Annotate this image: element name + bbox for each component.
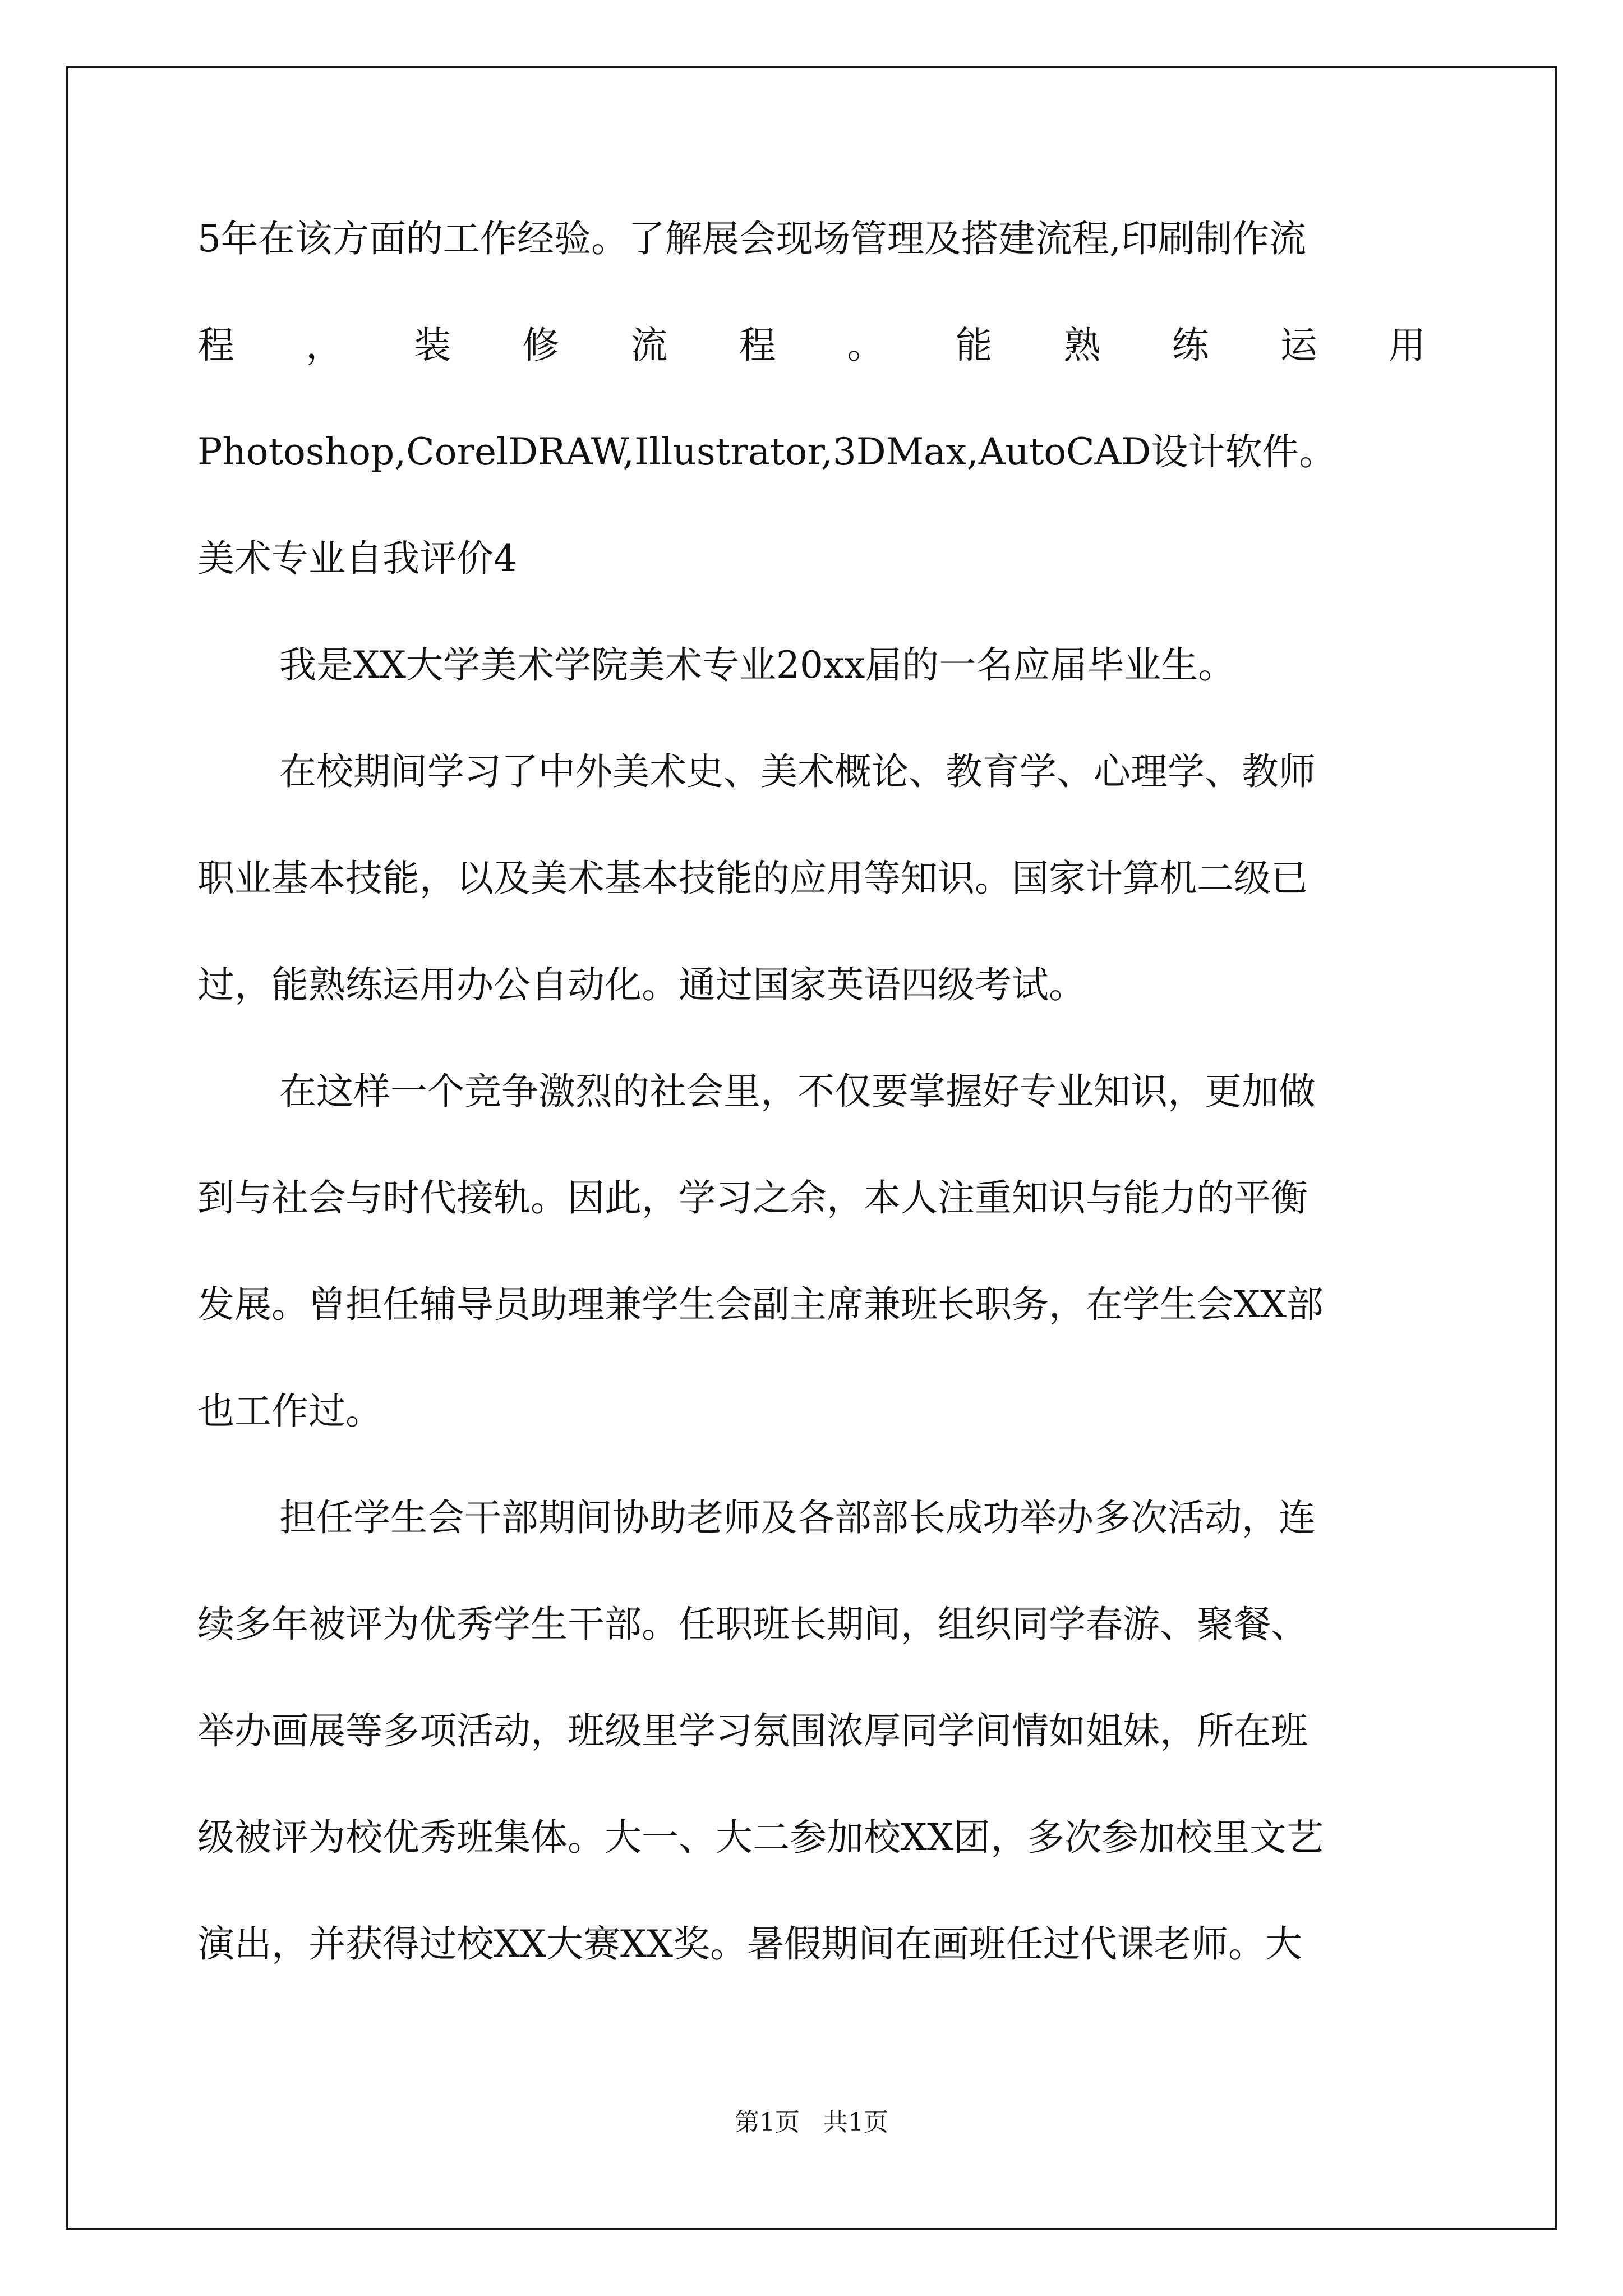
char: 能 bbox=[955, 324, 993, 367]
paragraph-line: 过，能熟练运用办公自动化。通过国家英语四级考试。 bbox=[197, 963, 1086, 1006]
char: 练 bbox=[1172, 324, 1209, 367]
paragraph-line: 我是XX大学美术学院美术专业20xx届的一名应届毕业生。 bbox=[279, 643, 1235, 687]
paragraph-line: 职业基本技能，以及美术基本技能的应用等知识。国家计算机二级已 bbox=[197, 857, 1308, 900]
char: 装 bbox=[414, 324, 451, 367]
char: 程 bbox=[739, 324, 776, 367]
paragraph-line: 发展。曾担任辅导员助理兼学生会副主席兼班长职务，在学生会XX部 bbox=[197, 1283, 1324, 1326]
page-number: 第1页 bbox=[735, 2108, 800, 2137]
paragraph-line: 演出，并获得过校XX大赛XX奖。暑假期间在画班任过代课老师。大 bbox=[197, 1922, 1302, 1966]
char: 修 bbox=[522, 324, 560, 367]
text-line: 5年在该方面的工作经验。了解展会现场管理及搭建流程,印刷制作流 bbox=[197, 217, 1306, 260]
text-line: Photoshop,CorelDRAW,Illustrator,3DMax,AutoCAD设计软件。 bbox=[197, 430, 1336, 473]
page-footer bbox=[0, 2106, 1623, 2139]
paragraph-line: 在这样一个竞争激烈的社会里，不仅要掌握好专业知识，更加做 bbox=[279, 1070, 1316, 1113]
paragraph-line: 续多年被评为优秀学生干部。任职班长期间，组织同学春游、聚餐、 bbox=[197, 1603, 1308, 1646]
char: 运 bbox=[1280, 324, 1317, 367]
char: 流 bbox=[630, 324, 668, 367]
paragraph-line: 级被评为校优秀班集体。大一、大二参加校XX团，多次参加校里文艺 bbox=[197, 1816, 1324, 1859]
text-line-justified bbox=[197, 319, 1426, 425]
paragraph-line: 在校期间学习了中外美术史、美术概论、教育学、心理学、教师 bbox=[279, 750, 1316, 793]
char: 用 bbox=[1388, 324, 1426, 367]
paragraph-line: 到与社会与时代接轨。因此，学习之余，本人注重知识与能力的平衡 bbox=[197, 1176, 1308, 1220]
section-heading: 美术专业自我评价4 bbox=[197, 537, 517, 580]
page-total: 共1页 bbox=[823, 2108, 888, 2137]
char: 程 bbox=[197, 324, 234, 367]
char: 熟 bbox=[1063, 324, 1101, 367]
document-body bbox=[197, 212, 1426, 2024]
paragraph-line: 举办画展等多项活动，班级里学习氛围浓厚同学间情如姐妹，所在班 bbox=[197, 1709, 1308, 1752]
paragraph-line: 担任学生会干部期间协助老师及各部部长成功举办多次活动，连 bbox=[279, 1496, 1316, 1539]
char: ， bbox=[306, 324, 343, 367]
paragraph-line: 也工作过。 bbox=[197, 1389, 382, 1433]
char: 。 bbox=[847, 324, 884, 367]
